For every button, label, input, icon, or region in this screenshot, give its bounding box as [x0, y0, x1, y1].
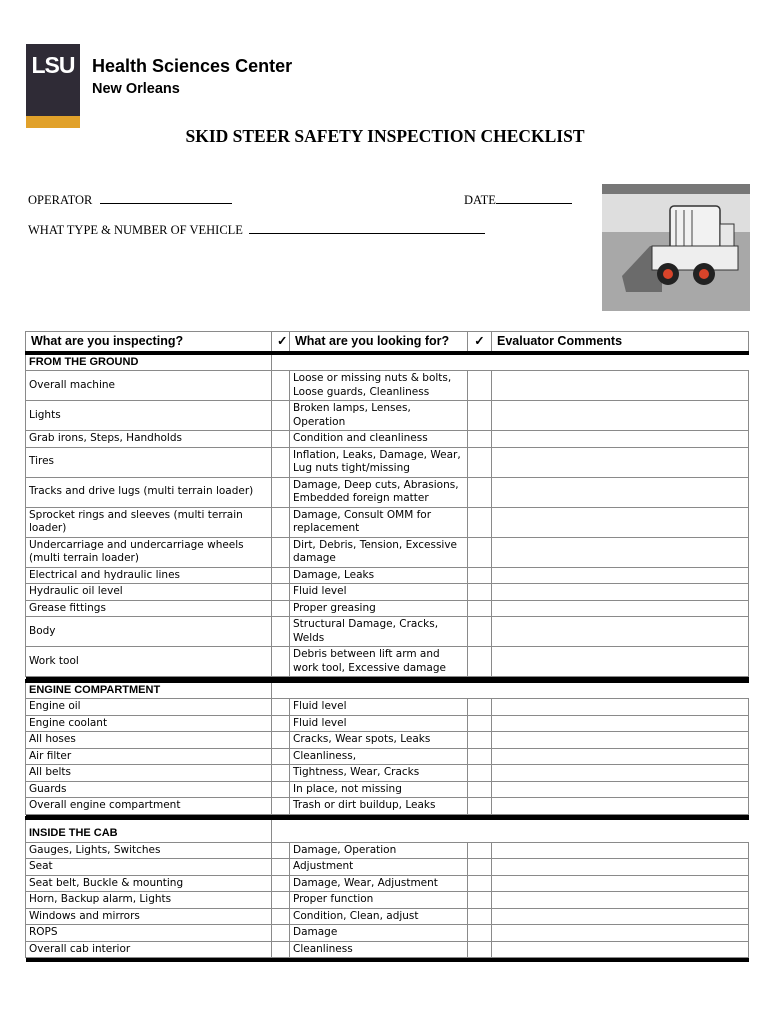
evaluator-comment-cell[interactable]: [492, 842, 749, 859]
section-title: INSIDE THE CAB: [26, 818, 272, 842]
check-box-2[interactable]: [468, 584, 492, 601]
table-row: [26, 401, 749, 431]
check-box-1[interactable]: [272, 875, 290, 892]
check-box-2[interactable]: [468, 842, 492, 859]
vehicle-blank[interactable]: [249, 223, 485, 234]
look-for-cell: Proper greasing: [290, 600, 468, 617]
logo-text: LSU: [31, 52, 75, 78]
section-header-filler: [272, 681, 749, 699]
date-field[interactable]: [464, 193, 572, 208]
date-label: DATE: [464, 193, 496, 207]
evaluator-comment-cell[interactable]: [492, 647, 749, 677]
evaluator-comment-cell[interactable]: [492, 765, 749, 782]
table-row: [26, 371, 749, 401]
inspect-item-cell: Work tool: [26, 647, 272, 677]
look-for-cell: Damage, Wear, Adjustment: [290, 875, 468, 892]
skid-steer-illustration: [602, 184, 750, 311]
evaluator-comment-cell[interactable]: [492, 401, 749, 431]
evaluator-comment-cell[interactable]: [492, 875, 749, 892]
check-box-2[interactable]: [468, 431, 492, 448]
operator-label: OPERATOR: [28, 193, 93, 207]
check-box-2[interactable]: [468, 908, 492, 925]
section-header-filler: [272, 818, 749, 842]
inspect-item-cell: Tracks and drive lugs (multi terrain loader): [26, 477, 272, 507]
inspect-item-cell: Overall engine compartment: [26, 798, 272, 815]
table-row: [26, 781, 749, 798]
inspect-item-cell: Undercarriage and undercarriage wheels (multi terrain loader): [26, 537, 272, 567]
inspect-item-cell: Lights: [26, 401, 272, 431]
evaluator-comment-cell[interactable]: [492, 941, 749, 958]
section-title: FROM THE GROUND: [26, 353, 272, 371]
check-box-1[interactable]: [272, 798, 290, 815]
table-row: [26, 600, 749, 617]
document-title: SKID STEER SAFETY INSPECTION CHECKLIST: [185, 126, 585, 146]
evaluator-comment-cell[interactable]: [492, 447, 749, 477]
look-for-cell: Proper function: [290, 892, 468, 909]
table-row: [26, 537, 749, 567]
check-box-2[interactable]: [468, 875, 492, 892]
table-row: [26, 875, 749, 892]
section-end-bar: [26, 958, 749, 962]
check-box-1[interactable]: [272, 892, 290, 909]
look-for-cell: Damage, Consult OMM for replacement: [290, 507, 468, 537]
look-for-cell: Loose or missing nuts & bolts, Loose guards, Cleanliness: [290, 371, 468, 401]
inspect-item-cell: Horn, Backup alarm, Lights: [26, 892, 272, 909]
table-row: [26, 584, 749, 601]
vehicle-field[interactable]: [28, 223, 485, 238]
org-subtitle: New Orleans: [92, 81, 180, 97]
section-header-row: [26, 818, 749, 842]
evaluator-comment-cell[interactable]: [492, 908, 749, 925]
table-row: [26, 842, 749, 859]
inspect-item-cell: Guards: [26, 781, 272, 798]
look-for-cell: Damage, Operation: [290, 842, 468, 859]
inspect-item-cell: Electrical and hydraulic lines: [26, 567, 272, 584]
inspect-item-cell: All hoses: [26, 732, 272, 749]
check-box-1[interactable]: [272, 447, 290, 477]
check-box-1[interactable]: [272, 765, 290, 782]
operator-blank[interactable]: [100, 193, 232, 204]
check-box-1[interactable]: [272, 477, 290, 507]
check-box-1[interactable]: [272, 908, 290, 925]
check-box-2[interactable]: [468, 765, 492, 782]
inspect-item-cell: Gauges, Lights, Switches: [26, 842, 272, 859]
check-box-2[interactable]: [468, 859, 492, 876]
inspect-item-cell: Seat: [26, 859, 272, 876]
check-box-1[interactable]: [272, 537, 290, 567]
look-for-cell: In place, not missing: [290, 781, 468, 798]
evaluator-comment-cell[interactable]: [492, 537, 749, 567]
check-box-2[interactable]: [468, 537, 492, 567]
table-row: [26, 617, 749, 647]
table-row: [26, 859, 749, 876]
look-for-cell: Cleanliness: [290, 941, 468, 958]
table-row: [26, 892, 749, 909]
look-for-cell: Fluid level: [290, 699, 468, 716]
check-box-2[interactable]: [468, 600, 492, 617]
inspect-item-cell: Tires: [26, 447, 272, 477]
table-row: [26, 941, 749, 958]
inspect-item-cell: Overall machine: [26, 371, 272, 401]
inspect-item-cell: Windows and mirrors: [26, 908, 272, 925]
check-box-2[interactable]: [468, 925, 492, 942]
col-header-looking: What are you looking for?: [290, 332, 468, 353]
table-row: [26, 647, 749, 677]
check-box-1[interactable]: [272, 617, 290, 647]
lsu-logo: [26, 44, 80, 128]
look-for-cell: Broken lamps, Lenses, Operation: [290, 401, 468, 431]
evaluator-comment-cell[interactable]: [492, 715, 749, 732]
look-for-cell: Damage, Deep cuts, Abrasions, Embedded foreign matter: [290, 477, 468, 507]
check-box-1[interactable]: [272, 584, 290, 601]
table-row: [26, 908, 749, 925]
check-box-2[interactable]: [468, 732, 492, 749]
table-row: [26, 765, 749, 782]
evaluator-comment-cell[interactable]: [492, 798, 749, 815]
inspect-item-cell: Air filter: [26, 748, 272, 765]
section-header-row: [26, 353, 749, 371]
check-box-1[interactable]: [272, 859, 290, 876]
check-box-1[interactable]: [272, 431, 290, 448]
look-for-cell: Condition and cleanliness: [290, 431, 468, 448]
evaluator-comment-cell[interactable]: [492, 617, 749, 647]
table-header-row: [26, 332, 749, 353]
check-box-1[interactable]: [272, 401, 290, 431]
look-for-cell: Fluid level: [290, 715, 468, 732]
look-for-cell: Fluid level: [290, 584, 468, 601]
evaluator-comment-cell[interactable]: [492, 925, 749, 942]
look-for-cell: Condition, Clean, adjust: [290, 908, 468, 925]
check-box-1[interactable]: [272, 748, 290, 765]
check-box-2[interactable]: [468, 699, 492, 716]
table-row: [26, 431, 749, 448]
look-for-cell: Cracks, Wear spots, Leaks: [290, 732, 468, 749]
check-header-1: ✓: [272, 332, 290, 353]
evaluator-comment-cell[interactable]: [492, 567, 749, 584]
table-row: [26, 507, 749, 537]
evaluator-comment-cell[interactable]: [492, 892, 749, 909]
inspect-item-cell: Overall cab interior: [26, 941, 272, 958]
vehicle-label: WHAT TYPE & NUMBER OF VEHICLE: [28, 223, 243, 237]
col-header-comments: Evaluator Comments: [492, 332, 749, 353]
table-row: [26, 699, 749, 716]
table-row: [26, 447, 749, 477]
inspect-item-cell: Engine coolant: [26, 715, 272, 732]
evaluator-comment-cell[interactable]: [492, 477, 749, 507]
table-row: [26, 715, 749, 732]
check-box-2[interactable]: [468, 941, 492, 958]
check-box-1[interactable]: [272, 600, 290, 617]
check-box-2[interactable]: [468, 371, 492, 401]
section-title: ENGINE COMPARTMENT: [26, 681, 272, 699]
section-header-filler: [272, 353, 749, 371]
check-box-1[interactable]: [272, 781, 290, 798]
look-for-cell: Adjustment: [290, 859, 468, 876]
check-box-1[interactable]: [272, 842, 290, 859]
look-for-cell: Trash or dirt buildup, Leaks: [290, 798, 468, 815]
evaluator-comment-cell[interactable]: [492, 781, 749, 798]
inspect-item-cell: Sprocket rings and sleeves (multi terrain loader): [26, 507, 272, 537]
table-row: [26, 732, 749, 749]
check-box-2[interactable]: [468, 892, 492, 909]
check-box-2[interactable]: [468, 748, 492, 765]
check-box-2[interactable]: [468, 715, 492, 732]
check-box-2[interactable]: [468, 798, 492, 815]
table-row: [26, 477, 749, 507]
check-box-2[interactable]: [468, 617, 492, 647]
evaluator-comment-cell[interactable]: [492, 431, 749, 448]
inspect-item-cell: Seat belt, Buckle & mounting: [26, 875, 272, 892]
evaluator-comment-cell[interactable]: [492, 732, 749, 749]
look-for-cell: Tightness, Wear, Cracks: [290, 765, 468, 782]
operator-field[interactable]: [28, 193, 232, 208]
check-box-1[interactable]: [272, 507, 290, 537]
evaluator-comment-cell[interactable]: [492, 507, 749, 537]
evaluator-comment-cell[interactable]: [492, 748, 749, 765]
check-header-2: ✓: [468, 332, 492, 353]
inspect-item-cell: Hydraulic oil level: [26, 584, 272, 601]
look-for-cell: Damage, Leaks: [290, 567, 468, 584]
check-box-2[interactable]: [468, 647, 492, 677]
skid-steer-photo: [602, 184, 750, 311]
look-for-cell: Damage: [290, 925, 468, 942]
check-box-1[interactable]: [272, 925, 290, 942]
inspect-item-cell: Grease fittings: [26, 600, 272, 617]
evaluator-comment-cell[interactable]: [492, 584, 749, 601]
check-box-1[interactable]: [272, 371, 290, 401]
check-box-2[interactable]: [468, 507, 492, 537]
evaluator-comment-cell[interactable]: [492, 699, 749, 716]
table-row: [26, 567, 749, 584]
date-blank[interactable]: [496, 193, 572, 204]
org-name: Health Sciences Center: [92, 56, 293, 76]
check-box-1[interactable]: [272, 732, 290, 749]
look-for-cell: Structural Damage, Cracks, Welds: [290, 617, 468, 647]
evaluator-comment-cell[interactable]: [492, 859, 749, 876]
check-box-2[interactable]: [468, 781, 492, 798]
inspect-item-cell: Body: [26, 617, 272, 647]
evaluator-comment-cell[interactable]: [492, 371, 749, 401]
check-box-1[interactable]: [272, 567, 290, 584]
evaluator-comment-cell[interactable]: [492, 600, 749, 617]
checklist-body: [26, 332, 749, 962]
look-for-cell: Dirt, Debris, Tension, Excessive damage: [290, 537, 468, 567]
look-for-cell: Debris between lift arm and work tool, Excessive damage: [290, 647, 468, 677]
check-box-1[interactable]: [272, 647, 290, 677]
table-row: [26, 748, 749, 765]
check-box-2[interactable]: [468, 401, 492, 431]
inspect-item-cell: Grab irons, Steps, Handholds: [26, 431, 272, 448]
inspection-checklist-table: [25, 331, 749, 962]
section-end-bar-cell: [26, 958, 749, 962]
look-for-cell: Inflation, Leaks, Damage, Wear, Lug nuts tight/missing: [290, 447, 468, 477]
inspect-item-cell: All belts: [26, 765, 272, 782]
check-box-2[interactable]: [468, 477, 492, 507]
col-header-inspecting: What are you inspecting?: [26, 332, 272, 353]
inspect-item-cell: ROPS: [26, 925, 272, 942]
check-box-1[interactable]: [272, 941, 290, 958]
check-box-2[interactable]: [468, 447, 492, 477]
table-row: [26, 925, 749, 942]
table-row: [26, 798, 749, 815]
check-box-2[interactable]: [468, 567, 492, 584]
check-box-1[interactable]: [272, 699, 290, 716]
section-header-row: [26, 681, 749, 699]
look-for-cell: Cleanliness,: [290, 748, 468, 765]
check-box-1[interactable]: [272, 715, 290, 732]
inspect-item-cell: Engine oil: [26, 699, 272, 716]
